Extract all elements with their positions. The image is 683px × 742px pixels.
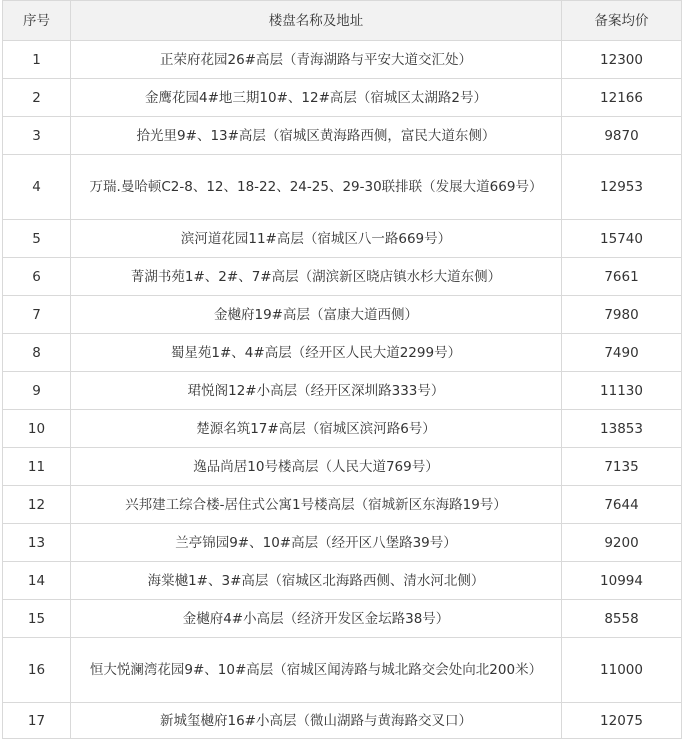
row-price: 11130 bbox=[562, 372, 682, 410]
header-name: 楼盘名称及地址 bbox=[71, 1, 562, 41]
row-price: 7135 bbox=[562, 448, 682, 486]
table-row bbox=[3, 79, 682, 117]
header-no: 序号 bbox=[3, 1, 71, 41]
row-price: 9870 bbox=[562, 117, 682, 155]
row-name: 楚源名筑17#高层（宿城区滨河路6号） bbox=[71, 410, 562, 448]
row-name: 金鹰花园4#地三期10#、12#高层（宿城区太湖路2号） bbox=[71, 79, 562, 117]
row-no: 15 bbox=[3, 600, 71, 638]
row-no: 11 bbox=[3, 448, 71, 486]
row-price: 11000 bbox=[562, 638, 682, 703]
table-row bbox=[3, 220, 682, 258]
row-price: 10994 bbox=[562, 562, 682, 600]
row-name: 兰亭锦园9#、10#高层（经开区八堡路39号） bbox=[71, 524, 562, 562]
row-price: 7490 bbox=[562, 334, 682, 372]
row-name: 菁湖书苑1#、2#、7#高层（湖滨新区晓店镇水杉大道东侧） bbox=[71, 258, 562, 296]
row-name: 恒大悦澜湾花园9#、10#高层（宿城区闻涛路与城北路交会处向北200米） bbox=[71, 638, 562, 703]
row-name: 金樾府19#高层（富康大道西侧） bbox=[71, 296, 562, 334]
row-price: 15740 bbox=[562, 220, 682, 258]
row-no: 1 bbox=[3, 41, 71, 79]
row-no: 14 bbox=[3, 562, 71, 600]
row-no: 9 bbox=[3, 372, 71, 410]
row-name: 滨河道花园11#高层（宿城区八一路669号） bbox=[71, 220, 562, 258]
row-no: 4 bbox=[3, 155, 71, 220]
table-row bbox=[3, 117, 682, 155]
row-price: 7980 bbox=[562, 296, 682, 334]
table-row bbox=[3, 562, 682, 600]
row-price: 12953 bbox=[562, 155, 682, 220]
row-price: 7644 bbox=[562, 486, 682, 524]
row-price: 8558 bbox=[562, 600, 682, 638]
table-row bbox=[3, 524, 682, 562]
table-header-row bbox=[3, 1, 682, 41]
table-row bbox=[3, 41, 682, 79]
table-row bbox=[3, 258, 682, 296]
table-row bbox=[3, 703, 682, 739]
row-price: 13853 bbox=[562, 410, 682, 448]
row-name: 拾光里9#、13#高层（宿城区黄海路西侧，富民大道东侧） bbox=[71, 117, 562, 155]
row-price: 12300 bbox=[562, 41, 682, 79]
row-name: 海棠樾1#、3#高层（宿城区北海路西侧、清水河北侧） bbox=[71, 562, 562, 600]
row-no: 12 bbox=[3, 486, 71, 524]
table-row bbox=[3, 155, 682, 220]
row-no: 7 bbox=[3, 296, 71, 334]
row-no: 3 bbox=[3, 117, 71, 155]
table-row bbox=[3, 410, 682, 448]
row-no: 2 bbox=[3, 79, 71, 117]
row-no: 5 bbox=[3, 220, 71, 258]
row-price: 7661 bbox=[562, 258, 682, 296]
housing-price-table bbox=[2, 0, 682, 739]
table-row bbox=[3, 600, 682, 638]
table-row bbox=[3, 372, 682, 410]
row-name: 新城玺樾府16#小高层（微山湖路与黄海路交叉口） bbox=[71, 703, 562, 739]
table-row bbox=[3, 296, 682, 334]
row-name: 兴邦建工综合楼-居住式公寓1号楼高层（宿城新区东海路19号） bbox=[71, 486, 562, 524]
header-price: 备案均价 bbox=[562, 1, 682, 41]
row-no: 8 bbox=[3, 334, 71, 372]
row-name: 万瑞.曼哈顿C2-8、12、18-22、24-25、29-30联排联（发展大道669号） bbox=[71, 155, 562, 220]
row-name: 蜀星苑1#、4#高层（经开区人民大道2299号） bbox=[71, 334, 562, 372]
row-name: 珺悦阁12#小高层（经开区深圳路333号） bbox=[71, 372, 562, 410]
row-no: 6 bbox=[3, 258, 71, 296]
row-price: 12075 bbox=[562, 703, 682, 739]
row-price: 12166 bbox=[562, 79, 682, 117]
row-name: 金樾府4#小高层（经济开发区金坛路38号） bbox=[71, 600, 562, 638]
table-row bbox=[3, 448, 682, 486]
row-no: 17 bbox=[3, 703, 71, 739]
row-price: 9200 bbox=[562, 524, 682, 562]
row-no: 13 bbox=[3, 524, 71, 562]
row-no: 10 bbox=[3, 410, 71, 448]
row-name: 正荣府花园26#高层（青海湖路与平安大道交汇处） bbox=[71, 41, 562, 79]
row-name: 逸品尚居10号楼高层（人民大道769号） bbox=[71, 448, 562, 486]
table-row bbox=[3, 638, 682, 703]
row-no: 16 bbox=[3, 638, 71, 703]
table-row bbox=[3, 334, 682, 372]
table-row bbox=[3, 486, 682, 524]
